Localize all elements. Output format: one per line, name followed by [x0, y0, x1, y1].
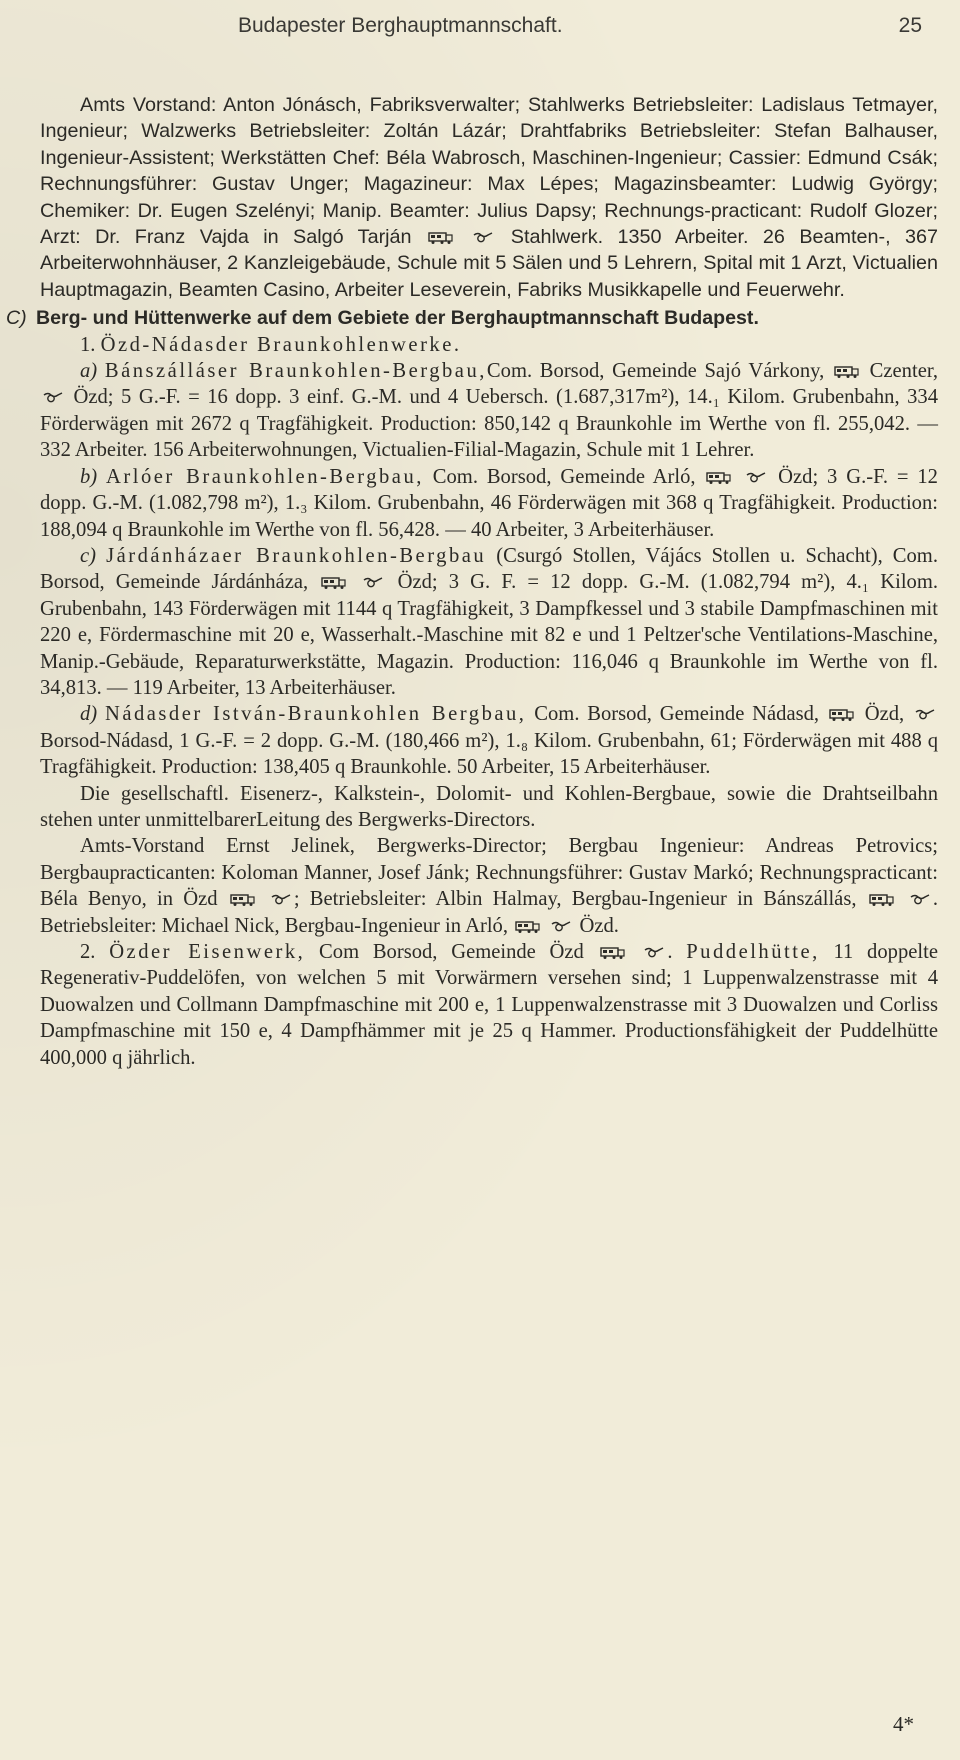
paragraph-top-tail: Stahlwerk. 1350 Arbeiter. 26 Beamten-, 367 Arbeiterwohnhäuser, 2 Kanzleigebäude, Schule mit 5 Sälen und 5 Lehrern, Spital mit 1 Arzt, Victualien Hauptmagazin, Beamten Casino, Arbeiter Leseverein, Fabriks Musikkapelle und Feuerwehr.	[40, 226, 938, 301]
item-1-heading	[40, 332, 938, 358]
railway-station-icon	[706, 471, 732, 484]
header-title: Budapester Berghauptmannschaft.	[238, 14, 563, 37]
subsection-d	[40, 701, 938, 780]
body-text	[6, 92, 939, 1071]
railway-station-icon	[515, 920, 541, 933]
paragraph-amts-vorstand	[40, 833, 938, 939]
subsection-c-text1: (Csurgó Stollen, Vájács Stollen u. Schacht), Com. Borsod, Gemeinde Járdánháza,	[40, 544, 938, 594]
subsection-c	[40, 543, 938, 701]
page-number: 25	[898, 14, 922, 37]
subsection-d-label: d)	[80, 703, 98, 726]
subsection-a-label: a)	[80, 360, 98, 383]
railway-station-icon	[321, 576, 347, 589]
item-2-name: Özder Eisenwerk,	[109, 941, 306, 963]
railway-station-icon	[428, 231, 454, 244]
paragraph-top-text: Amts Vorstand: Anton Jónásch, Fabriksverwalter; Stahlwerks Betriebsleiter: Ladislaus Tetmayer, Ingenieur; Walzwerks Betriebsleiter: Zoltán Lázár; Drahtfabriks Betriebsleiter: Stefan Balhauser, Ingenieur-Assistent; Werkstätten Chef: Béla Wabrosch, Maschinen-Ingenieur; Cassier: Edmund Csák; Rechnungsführer: Gustav Unger; Magazineur: Max Lépes; Magazinsbeamter: Ludwig György; Chemiker: Dr. Eugen Szelényi; Manip. Beamter: Julius Dapsy; Rechnungs-practicant: Rudolf Glozer; Arzt: Dr. Franz Vajda in Salgó Tarján	[40, 94, 938, 249]
subsection-a-text1: Com. Borsod, Gemeinde Sajó Várkony,	[486, 360, 825, 383]
post-office-icon	[909, 893, 931, 905]
amts-text2: ; Betriebsleiter: Albin Halmay, Bergbau-Ingenieur in Bánszállás,	[293, 888, 857, 911]
post-office-icon	[42, 391, 64, 403]
subsection-b-text1: Com. Borsod, Gemeinde Arló,	[432, 465, 696, 488]
subsection-b-label: b)	[80, 465, 98, 488]
railway-station-icon	[829, 708, 855, 721]
amts-text3: . Betriebsleiter: Michael Nick, Bergbau-Ingenieur in Arló,	[40, 888, 939, 937]
post-office-icon	[270, 893, 292, 905]
item-2: 2. Özder Eisenwerk, Com Borsod, Gemeinde Özd . Puddelhütte, 11 doppelte Regenerativ-Puddelöfen, von welchen 5 mit Vorwärmern versehen sind; 1 Luppenwalzenstrasse mit 4 Duowalzen und Collmann Dampfmaschine mit 200 e, 1 Luppenwalzenstrasse mit 3 Duowalzen und Corliss Dampfmaschine mit 150 e, 4 Dampfhämmer mit je 25 q Hammer. Productionsfähigkeit der Puddelhütte 400,000 q jährlich.	[40, 941, 938, 1069]
paragraph-gesellschaftl: Die gesellschaftl. Eisenerz-, Kalkstein-, Dolomit- und Kohlen-Bergbaue, sowie die Drahtseilbahn stehen unter unmittelbarerLeitung des Bergwerks-Directors.	[40, 782, 938, 831]
subsection-a	[40, 358, 938, 464]
subsection-d-name: Nádasder István-Braunkohlen Bergbau,	[104, 703, 527, 726]
subsection-c-label: c)	[80, 544, 96, 567]
item-2-text1: Com Borsod, Gemeinde Özd	[319, 941, 584, 963]
subsection-d-text1: Com. Borsod, Gemeinde Nádasd,	[534, 703, 820, 726]
subsection-d-text2: Özd,	[864, 703, 905, 726]
item-1-number: 1.	[80, 333, 96, 356]
post-office-icon	[472, 231, 494, 243]
subsection-c-text2: Özd; 3 G. F. = 12 dopp. G.-M. (1.082,794 m²), 4.₁ Kilom. Grubenbahn, 143 Förderwägen mit 1144 q Tragfähigkeit, 3 Dampfkessel und 3 stabile Dampfmaschinen mit 220 e, Fördermaschine mit 20 e, Wasserhalt.-Maschine mit 82 e und 1 Peltzer'sche Ventilations-Maschine, Manip.-Gebäude, Reparaturwerkstätte, Magazin. Production: 116,046 q Braunkohle im Werthe von fl. 34,813. — 119 Arbeiter, 13 Arbeiterhäuser.	[40, 571, 939, 699]
subsection-b-name: Arlóer Braunkohlen-Bergbau,	[106, 465, 424, 488]
paragraph-top	[40, 92, 938, 303]
item-2-text2: 11 doppelte Regenerativ-Puddelöfen, von welchen 5 mit Vorwärmern versehen sind; 1 Luppenwalzenstrasse mit 4 Duowalzen und Collmann Dampfmaschine mit 200 e, 1 Luppenwalzenstrasse mit 3 Duowalzen und Corliss Dampfmaschine mit 150 e, 4 Dampfhämmer mit je 25 q Hammer. Productionsfähigkeit der Puddelhütte 400,000 q jährlich.	[40, 941, 938, 1069]
subsection-a-name: Bánszálláser Braunkohlen-Bergbau,	[104, 360, 487, 383]
section-heading-c	[6, 305, 938, 331]
amts-text4: Özd.	[579, 914, 619, 937]
subsection-b	[40, 464, 938, 543]
subsection-d-text3: Borsod-Nádasd, 1 G.-F. = 2 dopp. G.-M. (180,466 m²), 1.₈ Kilom. Grubenbahn, 61; Förderwägen mit 488 q Tragfähigkeit. Production: 138,405 q Braunkohle. 50 Arbeiter, 15 Arbeiterhäuser.	[40, 729, 938, 779]
amts-text1: Amts-Vorstand Ernst Jelinek, Bergwerks-Director; Bergbau Ingenieur: Andreas Petrovics; Bergbaupracticanten: Koloman Manner, Josef Jánk; Rechnungsführer: Gustav Markó; Rechnungspracticant: Béla Benyo, in Özd	[40, 835, 938, 911]
railway-station-icon	[834, 365, 860, 378]
item-2-subtitle: Puddelhütte,	[686, 941, 820, 963]
post-office-icon	[745, 471, 767, 483]
subsection-b-text2: Özd; 3 G.-F. = 12 dopp. G.-M. (1.082,798 m²), 1.₃ Kilom. Grubenbahn, 46 Förderwägen mit 368 q Tragfähigkeit. Production: 188,094 q Braunkohle im Werthe von fl. 56,428. — 40 Arbeiter, 3 Arbeiterhäuser.	[40, 465, 938, 541]
signature-mark: 4*	[893, 1712, 914, 1736]
post-office-icon	[643, 946, 665, 958]
post-office-icon	[550, 920, 572, 932]
item-2-number: 2.	[80, 941, 96, 963]
subsection-a-text3: Özd; 5 G.-F. = 16 dopp. 3 einf. G.-M. und 4 Uebersch. (1.687,317m²), 14.₁ Kilom. Grubenbahn, 334 Förderwägen mit 2672 q Tragfähigkeit. Production: 850,142 q Braunkohle im Werthe von fl. 255,042. — 332 Arbeiter. 156 Arbeiterwohnungen, Victualien-Filial-Magazin, Schule mit 1 Lehrer.	[40, 386, 938, 462]
railway-station-icon	[600, 946, 626, 959]
railway-station-icon	[230, 893, 256, 906]
railway-station-icon	[869, 893, 895, 906]
item-1-title: Özd-Nádasder Braunkohlenwerke.	[100, 333, 462, 356]
section-mark: C)	[6, 307, 27, 330]
subsection-c-name: Járdánházaer Braunkohlen-Bergbau	[106, 544, 487, 567]
subsection-a-text2: Czenter,	[869, 360, 939, 383]
post-office-icon	[914, 708, 936, 720]
running-header	[40, 14, 938, 48]
section-title: Berg- und Hüttenwerke auf dem Gebiete der Berghauptmannschaft Budapest.	[36, 307, 759, 330]
post-office-icon	[362, 576, 384, 588]
